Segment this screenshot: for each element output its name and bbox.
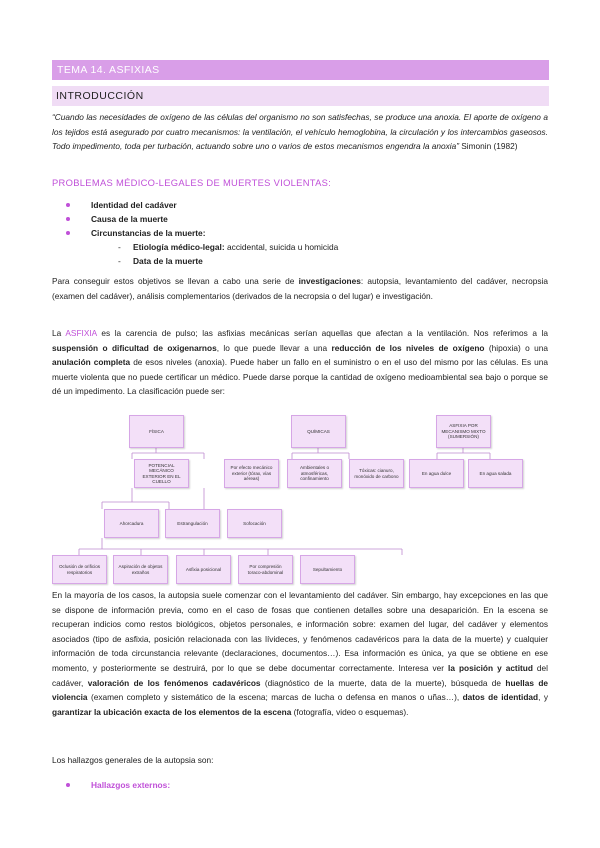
list-item: Hallazgos externos: [66, 778, 266, 792]
intro-quote [52, 110, 548, 154]
node-oclusion: Oclusión de orificios respiratorios [52, 555, 107, 584]
node-aspiracion: Aspiración de objetos extraños [113, 555, 168, 584]
node-ambientales: Ambientales o atmosféricas, confinamiento [287, 459, 342, 488]
paragraph-asfixia: La ASFIXIA es la carencia de pulso; las asfixias mecánicas serían aquellas que afectan a la ventilación. Nos referimos a la suspensión o dificultad de oxigenarnos, lo que puede llevar a una reducción de los niveles de oxígeno (hipoxia) o una anulación completa de esos niveles (anoxia). Puede haber un fallo en el suministro o en el uso del mismo por las células. Es una muerte violenta que no puede certificar un médico. Puede darse porque la cantidad de oxígeno medioambiental sea bajo o porque se dé un impedimento. La clasificación puede ser: [52, 328, 549, 397]
node-toxicas: Tóxicas: cianuro, monóxido de carbono [349, 459, 404, 488]
node-asfixia-posicional: Asfixia posicional [176, 555, 231, 584]
paragraph-investigaciones: Para conseguir estos objetivos se llevan a cabo una serie de investigaciones: autopsia, levantamiento del cadáver, necropsia (examen del cadáver), análisis complementarios (derivados de la necropsia o del lugar) e investigación. [52, 276, 548, 301]
node-potencial-mecanico: POTENCIAL MECÁNICO EXTERIOR EN EL CUELLO [134, 459, 189, 488]
quote-text: “Cuando las necesidades de oxígeno de las células del organismo no son satisfechas, se produce una anoxia. El aporte de oxígeno a los tejidos está asegurado por cuatro mecanismos: la ventilación, el vehículo hemoglobina, la circulación y los intercambios gaseosos. Todo impedimento, toda per turbación, actuando sobre uno o varios de estos mecanismos engendra la anoxia” [52, 112, 548, 152]
node-compresion: Por compresión toraco-abdominal [238, 555, 293, 584]
topic-title-bar: TEMA 14. ASFIXIAS [52, 60, 549, 80]
bullet-icon [66, 217, 70, 221]
bullet-icon [66, 783, 70, 787]
section-heading: PROBLEMAS MÉDICO-LEGALES DE MUERTES VIOLENTAS: [52, 177, 332, 188]
quote-author: Simonin (1982) [461, 141, 518, 152]
node-agua-dulce: En agua dulce [409, 459, 464, 488]
classification-diagram [52, 405, 548, 590]
bullet-icon [66, 203, 70, 207]
node-sumersion: ASFIXIA POR MECANISMO MIXTO (SUMERSIÓN) [436, 415, 491, 448]
bullet-icon [66, 231, 70, 235]
document-page: TEMA 14. ASFIXIAS INTRODUCCIÓN “Cuando las necesidades de oxígeno de las células del organismo no son satisfechas, se produce una anoxia. El aporte de oxígeno a los tejidos está asegurado por cuatro mecanismos: la ventilación, el vehículo hemoglobina, la circulación y los intercambios gaseosos. Todo impedimento, toda per turbación, actuando sobre uno o varios de estos mecanismos engendra la anoxia” Simonin (1982) PROBLEMAS MÉDICO-LEGALES DE MUERTES VIOLENTAS: Identidad del cadáver Causa de la muerte Circunstancias de la muerte: - Etiología médico-legal: accidental, suicida u homicida - Data de la muerte Para conseguir estos objetivos se llevan a cabo una serie de investigaciones: autopsia, levantamiento del cadáver, necropsia (examen del cadáver), análisis complementarios (derivados de la necropsia o del lugar) e investigación. La ASFIXIA es la carencia de pulso; las asfixias mecánicas serían aquellas que afectan a la ventilación. Nos referimos a la suspensión o dificultad de oxigenarnos, lo que puede llevar a una reducción de los niveles de oxígeno (hipoxia) o una anulación completa de esos niveles (anoxia). Puede haber un fallo en el suministro o en el uso del mismo por las células. Es una muerte violenta que no puede certificar un médico. Puede darse porque la cantidad de oxígeno medioambiental sea bajo o porque se dé un impedimento. La clasificación puede ser: FÍSICA QUÍMICAS ASFIXIA POR MECANISMO MIXTO (SUMERSIÓN) POTENCIAL MECÁNICO EXTERIOR EN EL CUELLO Por efecto mecánico exterior (tórax, vías aéreas) Ambientales o atmosféricas, confinamiento Tóxicas: cianuro, monóxido de carbono En agua dulce En agua salada Ahorcadura Estrangulación Sofocación Oclusión de orificios respiratorios Aspiración de objetos extraños Asfixia posicional Por compresión toraco-abdominal Sepultamiento En la mayoría de los casos, la autopsia suele comenzar con el levantamiento del cadáver. Sin embargo, hay excepciones en las que se dispone de información previa, como en el caso de fosas que contienen detalles sobre una desaparición. En la escena se recuperan indicios como restos biológicos, objetos personales, e información sobre: examen del lugar, del cadáver y elementos asociados (tipo de asfixia, posición relacionada con las lívideces, y fenómenos cadavéricos para la data de la muerte) y cualquier información de toda circunstancia relevante (declaraciones, documentos…). Esa información es única, ya que se obtiene en ese momento, y posteriormente se destruirá, por lo que se debe documentar correctamente. Interesa ver la posición y actitud del cadáver, valoración de los fenómenos cadavéricos (diagnóstico de la muerte, data de la muerte), búsqueda de huellas de violencia (examen completo y sistemático de la escena; marcas de lucha o defensa en manos o uñas…), datos de identidad, y garantizar la ubicación exacta de los elementos de la escena (fotografía, video o esquemas). Los hallazgos generales de la autopsia son: Hallazgos externos: [0, 0, 600, 848]
node-fisica: FÍSICA [129, 415, 184, 448]
node-quimicas: QUÍMICAS [291, 415, 346, 448]
paragraph-levantamiento: En la mayoría de los casos, la autopsia suele comenzar con el levantamiento del cadáver. Sin embargo, hay excepciones en las que se dispone de información previa, como en el caso de fosas que contienen detalles sobre una desaparición. En la escena se recuperan indicios como restos biológicos, objetos personales, e información sobre: examen del lugar, del cadáver y elementos asociados (tipo de asfixia, posición relacionada con las lívideces, y fenómenos cadavéricos para la data de la muerte) y cualquier información de toda circunstancia relevante (declaraciones, documentos…). Esa información es única, ya que se obtiene en ese momento, y posteriormente se destruirá, por lo que se debe documentar correctamente. Interesa ver la posición y actitud del cadáver, valoración de los fenómenos cadavéricos (diagnóstico de la muerte, data de la muerte), búsqueda de huellas de violencia (examen completo y sistemático de la escena; marcas de lucha o defensa en manos o uñas…), datos de identidad, y garantizar la ubicación exacta de los elementos de la escena (fotografía, video o esquemas). [52, 590, 549, 717]
node-ahorcadura: Ahorcadura [104, 509, 159, 538]
intro-heading: INTRODUCCIÓN [52, 86, 549, 106]
node-estrangulacion: Estrangulación [165, 509, 220, 538]
node-efecto-mecanico: Por efecto mecánico exterior (tórax, vías aéreas) [224, 459, 279, 488]
node-sepultamiento: Sepultamiento [300, 555, 355, 584]
node-sofocacion: Sofocación [227, 509, 282, 538]
paragraph-hallazgos: Los hallazgos generales de la autopsia son: [52, 755, 214, 765]
node-agua-salada: En agua salada [468, 459, 523, 488]
